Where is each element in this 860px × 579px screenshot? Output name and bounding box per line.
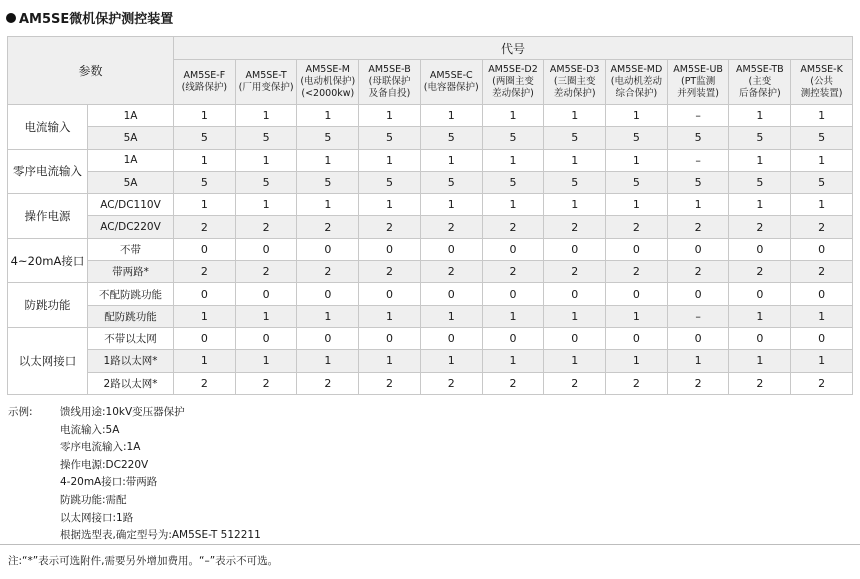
code-cell: 1 — [606, 105, 668, 127]
code-cell: 1 — [235, 305, 297, 327]
example-text: 以太网接口:1路 — [60, 511, 134, 524]
param-option-label: AC/DC110V — [88, 194, 174, 216]
code-cell: 1 — [544, 305, 606, 327]
code-cell: 2 — [729, 261, 791, 283]
example-line — [8, 474, 261, 492]
code-cell: 1 — [482, 305, 544, 327]
code-cell: 2 — [482, 372, 544, 394]
code-cell: 5 — [297, 127, 359, 149]
code-cell: 2 — [606, 216, 668, 238]
code-cell: 1 — [791, 149, 853, 171]
code-cell: 5 — [729, 171, 791, 193]
code-cell: 0 — [297, 327, 359, 349]
code-cell: 1 — [235, 350, 297, 372]
code-cell: – — [667, 149, 729, 171]
model-header-line: (PT监测 — [681, 76, 716, 87]
code-cell: 5 — [482, 127, 544, 149]
code-cell: 0 — [606, 283, 668, 305]
code-cell: 1 — [359, 105, 421, 127]
code-cell: 1 — [297, 305, 359, 327]
divider — [0, 544, 860, 545]
code-cell: 0 — [729, 327, 791, 349]
model-header-line: AM5SE-MD — [610, 64, 663, 75]
code-cell: 0 — [729, 283, 791, 305]
param-option-label: 不配防跳功能 — [88, 283, 174, 305]
model-header-line: (主变 — [748, 76, 772, 87]
code-cell: 1 — [482, 350, 544, 372]
code-cell: 2 — [791, 372, 853, 394]
code-cell: 5 — [791, 127, 853, 149]
code-cell: 0 — [482, 238, 544, 260]
code-cell: 1 — [235, 194, 297, 216]
code-cell: 1 — [297, 149, 359, 171]
code-cell: 5 — [606, 171, 668, 193]
model-header-line: 差动保护) — [492, 88, 534, 99]
code-cell: 1 — [235, 105, 297, 127]
code-cell: 0 — [359, 327, 421, 349]
table-row — [8, 238, 853, 260]
model-header — [297, 60, 359, 105]
param-option-label: 2路以太网* — [88, 372, 174, 394]
table-row — [8, 171, 853, 193]
code-cell: 0 — [297, 238, 359, 260]
code-cell: 1 — [297, 105, 359, 127]
model-header-line: (<2000kw) — [301, 88, 355, 99]
model-header — [174, 60, 236, 105]
code-cell: 2 — [729, 216, 791, 238]
table-row — [8, 283, 853, 305]
model-header-line: 并列装置) — [677, 88, 719, 99]
code-cell: 1 — [359, 149, 421, 171]
code-cell: 0 — [667, 327, 729, 349]
model-header-line: (两圈主变 — [492, 76, 534, 87]
code-cell: 1 — [544, 350, 606, 372]
code-cell: 1 — [544, 194, 606, 216]
model-header — [544, 60, 606, 105]
table-row — [8, 127, 853, 149]
code-cell: 1 — [606, 305, 668, 327]
code-cell: 5 — [174, 171, 236, 193]
param-option-label: 不带 — [88, 238, 174, 260]
model-header-line: AM5SE-TB — [736, 64, 784, 75]
model-header-line: (电动机差动 — [610, 76, 663, 87]
code-cell: 0 — [482, 283, 544, 305]
code-cell: 1 — [791, 305, 853, 327]
code-cell: 1 — [667, 194, 729, 216]
code-cell: 0 — [482, 327, 544, 349]
table-row — [8, 105, 853, 127]
code-cell: 1 — [359, 305, 421, 327]
code-cell: 2 — [235, 216, 297, 238]
code-cell: 2 — [297, 216, 359, 238]
model-header-line: 及备自投) — [368, 88, 411, 99]
code-cell: 2 — [420, 372, 482, 394]
code-header: 代号 — [174, 37, 853, 60]
code-cell: 1 — [482, 149, 544, 171]
code-cell: 0 — [235, 238, 297, 260]
example-text: 防跳功能:需配 — [60, 493, 127, 506]
code-cell: 2 — [359, 261, 421, 283]
code-cell: 0 — [729, 238, 791, 260]
code-cell: 1 — [791, 350, 853, 372]
code-cell: 1 — [667, 350, 729, 372]
model-header-line: AM5SE-UB — [673, 64, 723, 75]
code-cell: 1 — [729, 149, 791, 171]
code-cell: 5 — [791, 171, 853, 193]
model-header — [235, 60, 297, 105]
code-cell: 1 — [297, 194, 359, 216]
code-cell: 5 — [297, 171, 359, 193]
code-cell: 5 — [174, 127, 236, 149]
bullet-icon — [6, 13, 16, 23]
param-option-label: 1A — [88, 105, 174, 127]
param-option-label: 不带以太网 — [88, 327, 174, 349]
param-option-label: 1A — [88, 149, 174, 171]
code-cell: 1 — [482, 105, 544, 127]
code-cell: 2 — [482, 261, 544, 283]
code-cell: 5 — [606, 127, 668, 149]
page-title-text: AM5SE微机保护测控装置 — [19, 12, 174, 27]
example-line — [8, 527, 261, 545]
table-row — [8, 261, 853, 283]
code-cell: 1 — [297, 350, 359, 372]
code-cell: 0 — [420, 327, 482, 349]
model-header-line: (电容器保护) — [423, 82, 479, 93]
example-line — [8, 457, 261, 475]
code-cell: 1 — [544, 149, 606, 171]
code-cell: 2 — [791, 261, 853, 283]
code-cell: 1 — [606, 194, 668, 216]
model-header-line: AM5SE-T — [245, 70, 287, 81]
code-cell: 1 — [420, 305, 482, 327]
model-header-line: (公共 — [810, 76, 833, 87]
code-cell: 1 — [359, 194, 421, 216]
model-header-line: AM5SE-C — [429, 70, 473, 81]
model-header-line: AM5SE-D2 — [488, 64, 538, 75]
code-cell: 0 — [544, 238, 606, 260]
table-row — [8, 305, 853, 327]
code-cell: 1 — [174, 105, 236, 127]
code-cell: 0 — [174, 283, 236, 305]
code-cell: 2 — [174, 372, 236, 394]
code-cell: 1 — [420, 149, 482, 171]
param-group-label: 操作电源 — [8, 194, 88, 239]
table-row — [8, 350, 853, 372]
code-cell: 1 — [791, 194, 853, 216]
table-row — [8, 216, 853, 238]
code-cell: – — [667, 305, 729, 327]
code-cell: 5 — [420, 171, 482, 193]
code-cell: 2 — [482, 216, 544, 238]
code-cell: 1 — [420, 194, 482, 216]
code-cell: 2 — [359, 216, 421, 238]
code-cell: 2 — [297, 261, 359, 283]
code-cell: 1 — [544, 105, 606, 127]
example-line — [8, 404, 261, 422]
model-header-line: AM5SE-D3 — [549, 64, 600, 75]
code-cell: 0 — [235, 283, 297, 305]
code-cell: 1 — [174, 149, 236, 171]
model-header — [420, 60, 482, 105]
code-cell: 1 — [791, 105, 853, 127]
model-header-line: 综合保护) — [615, 88, 658, 99]
model-header-line: (母联保护 — [368, 76, 411, 87]
code-cell: 0 — [235, 327, 297, 349]
code-cell: 1 — [606, 350, 668, 372]
code-cell: 5 — [729, 127, 791, 149]
code-cell: 5 — [359, 127, 421, 149]
code-cell: 1 — [606, 149, 668, 171]
code-cell: 1 — [420, 105, 482, 127]
code-cell: 1 — [174, 305, 236, 327]
code-cell: 5 — [544, 127, 606, 149]
code-cell: 0 — [420, 238, 482, 260]
code-cell: 1 — [729, 305, 791, 327]
code-cell: 5 — [235, 127, 297, 149]
model-header-line: AM5SE-K — [800, 64, 843, 75]
code-cell: 0 — [667, 283, 729, 305]
code-cell: 0 — [667, 238, 729, 260]
example-line — [8, 422, 261, 440]
params-header: 参数 — [8, 37, 174, 105]
code-cell: 1 — [729, 350, 791, 372]
code-cell: 2 — [359, 372, 421, 394]
param-group-label: 4~20mA接口 — [8, 238, 88, 283]
code-cell: 1 — [174, 350, 236, 372]
code-cell: 1 — [420, 350, 482, 372]
selection-table — [7, 36, 853, 395]
code-cell: 2 — [420, 216, 482, 238]
param-option-label: AC/DC220V — [88, 216, 174, 238]
param-group-label: 以太网接口 — [8, 327, 88, 394]
code-cell: 0 — [606, 327, 668, 349]
code-cell: – — [667, 105, 729, 127]
code-cell: 2 — [544, 261, 606, 283]
model-header-line: 差动保护) — [553, 88, 596, 99]
code-cell: 2 — [729, 372, 791, 394]
code-cell: 0 — [420, 283, 482, 305]
model-header-line: (电动机保护) — [300, 76, 356, 87]
code-cell: 1 — [729, 105, 791, 127]
code-cell: 2 — [420, 261, 482, 283]
param-group-label: 电流输入 — [8, 105, 88, 150]
code-cell: 5 — [482, 171, 544, 193]
table-row — [8, 372, 853, 394]
code-cell: 2 — [174, 261, 236, 283]
code-cell: 1 — [235, 149, 297, 171]
param-option-label: 1路以太网* — [88, 350, 174, 372]
code-cell: 2 — [791, 216, 853, 238]
code-cell: 0 — [359, 238, 421, 260]
example-text: 操作电源:DC220V — [60, 458, 149, 471]
param-option-label: 带两路* — [88, 261, 174, 283]
code-cell: 0 — [297, 283, 359, 305]
code-cell: 2 — [606, 261, 668, 283]
example-text: 电流输入:5A — [60, 423, 120, 436]
code-cell: 2 — [667, 216, 729, 238]
model-header — [482, 60, 544, 105]
code-cell: 5 — [359, 171, 421, 193]
footnote: 注:“*”表示可选附件,需要另外增加费用。“–”表示不可选。 — [8, 555, 279, 567]
example-text: 根据选型表,确定型号为:AM5SE-T 512211 — [60, 529, 261, 542]
param-option-label: 5A — [88, 171, 174, 193]
code-cell: 1 — [359, 350, 421, 372]
model-header — [791, 60, 853, 105]
code-cell: 1 — [729, 194, 791, 216]
code-cell: 0 — [791, 283, 853, 305]
param-option-label: 5A — [88, 127, 174, 149]
example-line — [8, 439, 261, 457]
code-cell: 5 — [420, 127, 482, 149]
model-header-line: (三圈主变 — [553, 76, 596, 87]
code-cell: 0 — [606, 238, 668, 260]
code-cell: 2 — [544, 216, 606, 238]
code-cell: 2 — [235, 261, 297, 283]
code-cell: 0 — [544, 327, 606, 349]
code-cell: 5 — [667, 171, 729, 193]
model-header-line: 后备保护) — [738, 88, 781, 99]
example-block — [8, 404, 261, 545]
param-group-label: 防跳功能 — [8, 283, 88, 328]
model-header-line: 测控装置) — [800, 88, 843, 99]
model-header — [359, 60, 421, 105]
code-cell: 2 — [606, 372, 668, 394]
code-cell: 2 — [174, 216, 236, 238]
code-cell: 2 — [667, 372, 729, 394]
code-cell: 0 — [359, 283, 421, 305]
model-header-line: AM5SE-M — [305, 64, 351, 75]
page-title — [6, 8, 173, 27]
code-cell: 0 — [791, 327, 853, 349]
model-header-line: AM5SE-B — [368, 64, 411, 75]
code-cell: 0 — [174, 327, 236, 349]
example-line — [8, 492, 261, 510]
example-text: 4-20mA接口:带两路 — [60, 476, 158, 489]
code-cell: 1 — [174, 194, 236, 216]
code-cell: 5 — [544, 171, 606, 193]
code-cell: 2 — [544, 372, 606, 394]
code-cell: 5 — [235, 171, 297, 193]
example-line — [8, 510, 261, 528]
table-row — [8, 194, 853, 216]
code-cell: 0 — [544, 283, 606, 305]
code-cell: 0 — [791, 238, 853, 260]
example-text: 零序电流输入:1A — [60, 441, 141, 454]
code-cell: 2 — [667, 261, 729, 283]
model-header-line: (线路保护) — [181, 82, 228, 93]
table-row — [8, 149, 853, 171]
model-header-line: AM5SE-F — [183, 70, 226, 81]
table-row — [8, 327, 853, 349]
model-header — [729, 60, 791, 105]
code-cell: 1 — [482, 194, 544, 216]
model-header — [606, 60, 668, 105]
code-cell: 0 — [174, 238, 236, 260]
code-cell: 5 — [667, 127, 729, 149]
code-cell: 2 — [235, 372, 297, 394]
param-group-label: 零序电流输入 — [8, 149, 88, 194]
code-cell: 2 — [297, 372, 359, 394]
example-text: 馈线用途:10kV变压器保护 — [60, 406, 185, 418]
model-header-line: (厂用变保护) — [238, 82, 294, 93]
param-option-label: 配防跳功能 — [88, 305, 174, 327]
example-label: 示例: — [8, 406, 33, 418]
model-header — [667, 60, 729, 105]
